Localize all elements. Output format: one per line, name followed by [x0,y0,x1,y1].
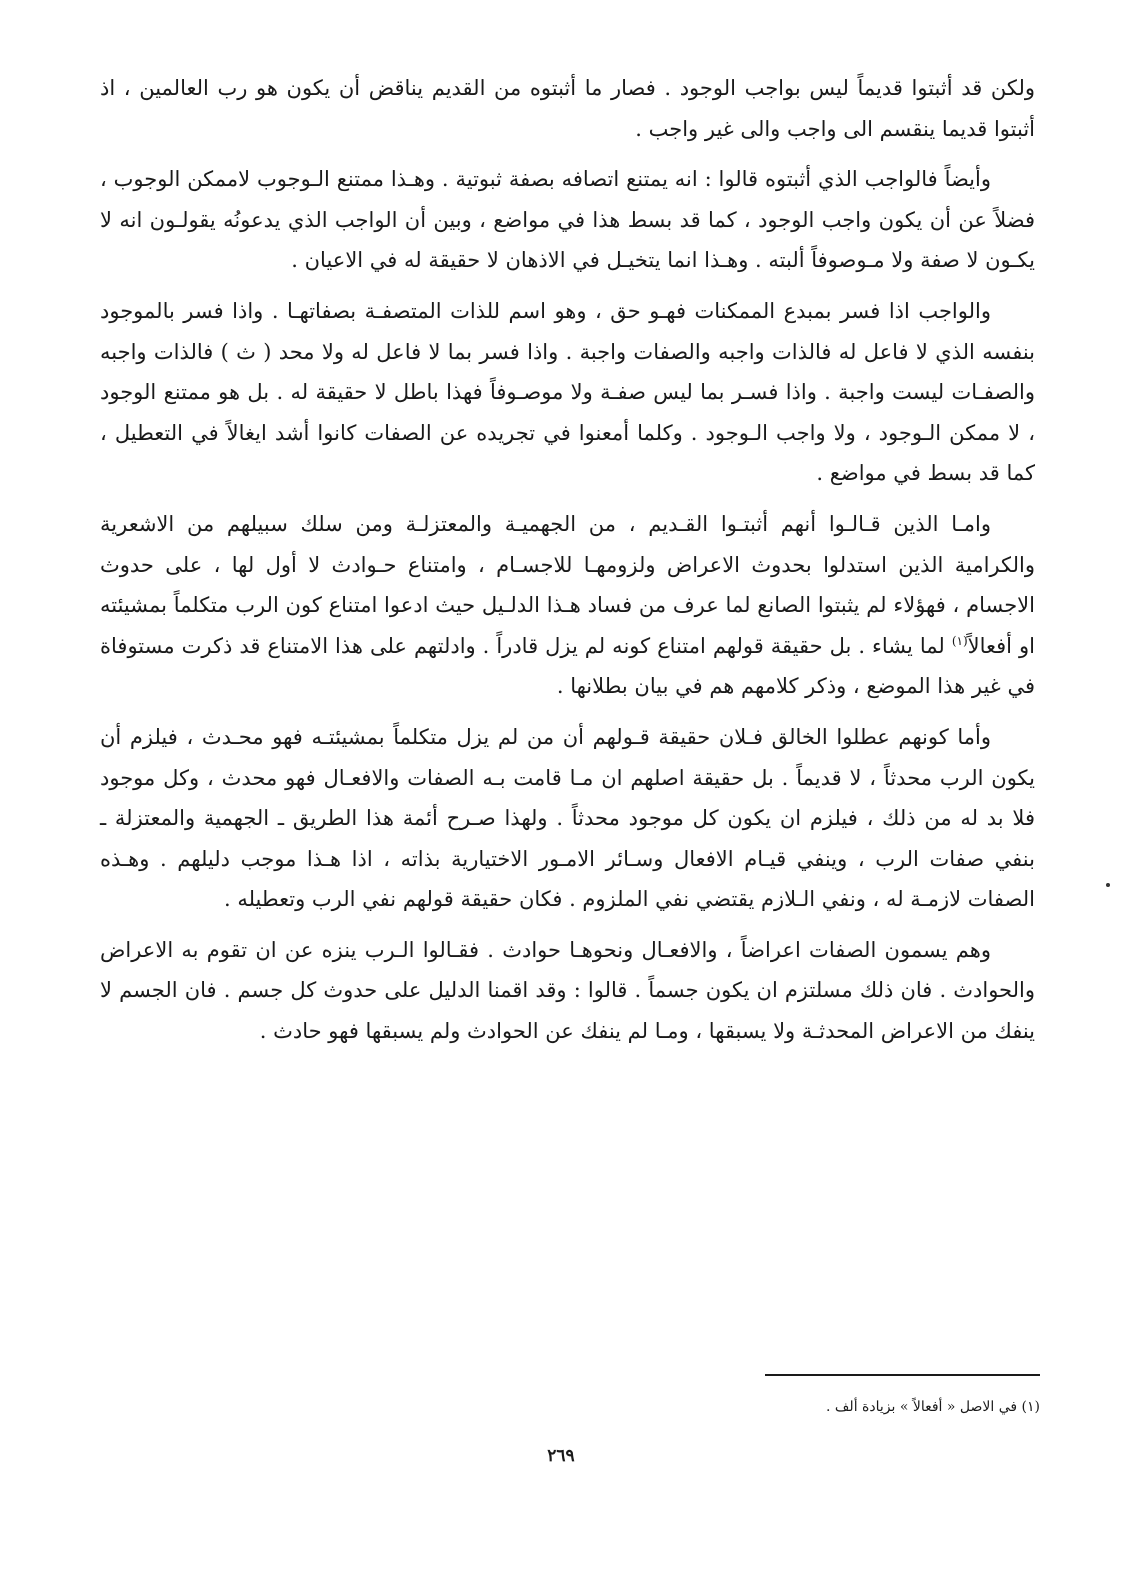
paragraph-6: وهم يسمون الصفات اعراضاً ، والافعـال ونحوهـا حوادث . فقـالوا الـرب ينزه عن ان تقوم به الاعراض والحوادث . فان ذلك مسلتزم ان يكون جسماً . قالوا : وقد اقمنا الدليل على حدوث كل جسم . فان الجسم لا ينفك من الاعراض المحدثـة ولا يسبقها ، ومـا لم ينفك عن الحوادث ولم يسبقها فهو حادث . [100,937,1035,1044]
paragraph-3: والواجب اذا فسر بمبدع الممكنات فهـو حق ، وهو اسم للذات المتصفـة بصفاتهـا . واذا فسر بالموجود بنفسه الذي لا فاعل له فالذات واجبه والصفات واجبة . واذا فسر بما لا فاعل له ولا محد ( ث ) فالذات واجبه والصفـات ليست واجبة . واذا فسـر بما ليس صفـة ولا موصـوفاً فهذا باطل لا حقيقة له . بل هو ممتنع الوجود ، لا ممكن الـوجود ، ولا واجب الـوجود . وكلما أمعنوا في تجريده عن الصفات كانوا أشد ايغالاً في التعطيل ، كما قد بسط في مواضع . [100,298,1035,486]
footnote-divider [765,1374,1040,1376]
page-number: ٢٦٩ [547,1446,575,1466]
paragraph-1: ولكن قد أثبتوا قديماً ليس بواجب الوجود . فصار ما أثبتوه من القديم يناقض أن يكون هو رب العالمين ، اذ أثبتوا قديما ينقسم الى واجب والى غير واجب . [100,76,1035,141]
paragraph-5: وأما كونهم عطلوا الخالق فـلان حقيقة قـولهم أن من لم يزل متكلماً بمشيئتـه فهو محـدث ، فيلزم أن يكون الرب محدثاً ، لا قديماً . بل حقيقة اصلهم ان مـا قامت بـه الصفات والافعـال فهو محدث ، وكل موجود فلا بد له من ذلك ، فيلزم ان يكون كل موجود محدثاً . ولهذا صـرح أئمة هذا الطريق ـ الجهمية والمعتزلة ـ بنفي صفات الرب ، وينفي قيـام الافعال وسـائر الامـور الاختيارية بذاته ، اذا هـذا موجب دليلهم . وهـذه الصفات لازمـة له ، ونفي الـلازم يقتضي نفي الملزوم . فكان حقيقة قولهم نفي الرب وتعطيله . [100,724,1035,912]
footnote-reference: (١) [951,633,968,648]
scan-speck [1106,883,1110,887]
paragraph-4-part-1: وامـا الذين قـالـوا أنهم أثبتـوا القـديم ، من الجهميـة والمعتزلـة ومن سلك سبيلهم من الاشعرية والكرامية الذين استدلوا بحدوث الاعراض ولزومهـا للاجسـام ، وامتناع حـوادث لا أول لها ، على حدوث الاجسام ، فهؤلاء لم يثبتوا الصانع لما عرف من فساد هـذا الدلـيل حيث ادعوا امتناع كون الرب متكلماً بمشيئته او أفعالاً [100,511,1035,658]
footnote: (١) في الاصل « أفعالاً » بزيادة ألف . [826,1399,1040,1415]
main-text-block [100,68,1035,1062]
paragraph-4-part-2: لما يشاء . بل حقيقة قولهم امتناع كونه لم يزل قادراً . وادلتهم على هذا الامتناع قد ذكرت مستوفاة في غير هذا الموضع ، وذكر كلامهم هم في بيان بطلانها . [100,633,1035,699]
paragraph-2: وأيضاً فالواجب الذي أثبتوه قالوا : انه يمتنع اتصافه بصفة ثبوتية . وهـذا ممتنع الـوجوب لاممكن الوجوب ، فضلاً عن أن يكون واجب الوجود ، كما قد بسط هذا في مواضع ، وبين أن الواجب الذي يدعونُه يقولـون انه لا يكـون لا صفة ولا مـوصوفاً ألبته . وهـذا انما يتخيـل في الاذهان لا حقيقة له في الاعيان . [100,167,1035,273]
paragraph-4 [100,504,1035,707]
